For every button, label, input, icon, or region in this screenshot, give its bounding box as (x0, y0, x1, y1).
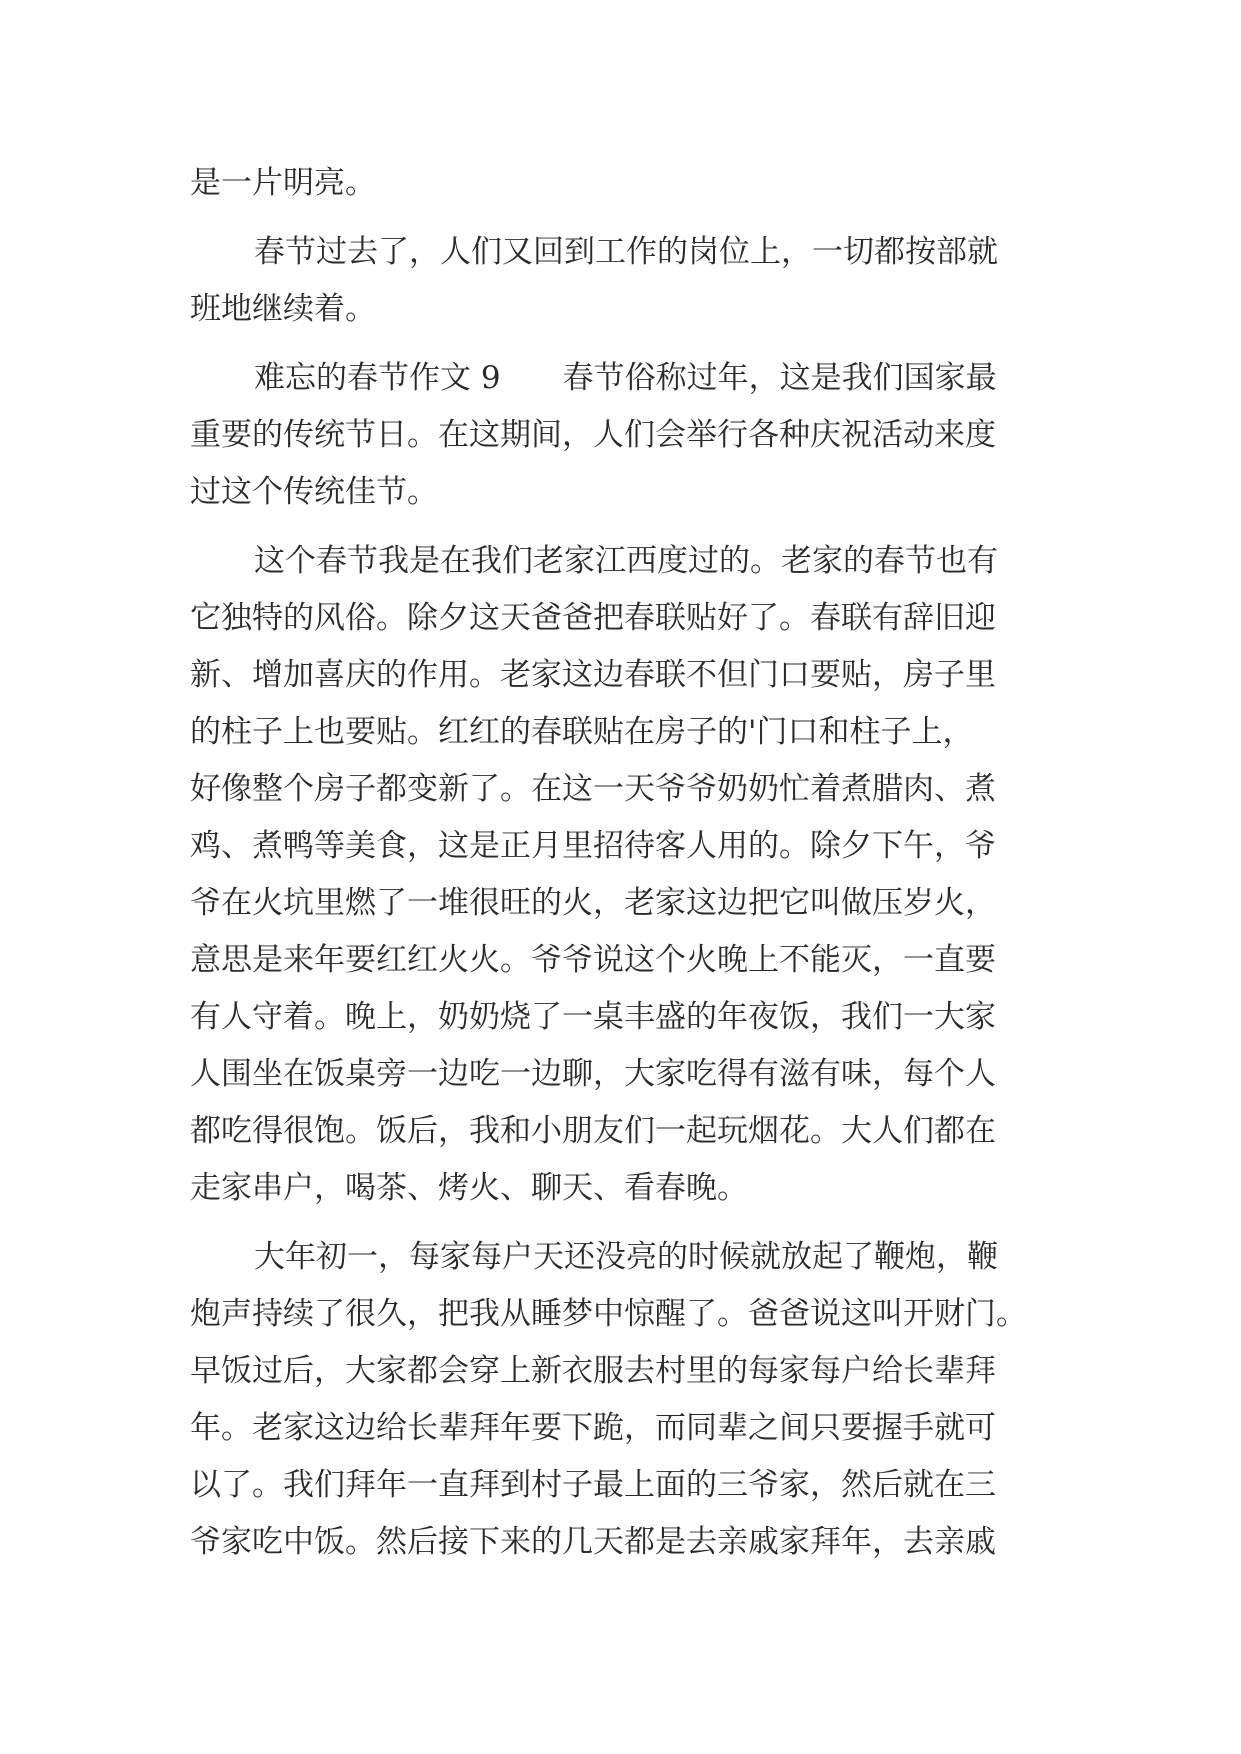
text-line: 它独特的风俗。除夕这天爸爸把春联贴好了。春联有辞旧迎 (190, 600, 996, 636)
text-line: 的柱子上也要贴。红红的春联贴在房子的'门口和柱子上， (190, 714, 974, 750)
text-line: 这个春节我是在我们老家江西度过的。老家的春节也有 (254, 543, 998, 579)
text-line: 有人守着。晚上，奶奶烧了一桌丰盛的年夜饭，我们一大家 (190, 999, 996, 1035)
text-line: 新、增加喜庆的作用。老家这边春联不但门口要贴，房子里 (190, 657, 996, 693)
document-body (190, 155, 1050, 1571)
text-line: 班地继续着。 (190, 291, 376, 327)
paragraph-2 (190, 224, 1050, 338)
text-line: 过这个传统佳节。 (190, 474, 438, 510)
text-line: 都吃得很饱。饭后，我和小朋友们一起玩烟花。大人们都在 (190, 1113, 996, 1149)
text-line: 年。老家这边给长辈拜年要下跪，而同辈之间只要握手就可 (190, 1410, 996, 1446)
essay-heading: 难忘的春节作文 9 (254, 360, 501, 396)
text-line: 大年初一，每家每户天还没亮的时候就放起了鞭炮，鞭 (254, 1239, 998, 1275)
text-line: 炮声持续了很久，把我从睡梦中惊醒了。爸爸说这叫开财门。 (190, 1296, 1027, 1332)
text-line: 走家串户，喝茶、烤火、聊天、看春晚。 (190, 1170, 748, 1206)
text-segment: 春节俗称过年，这是我们国家最 (562, 360, 997, 396)
text-line: 爷家吃中饭。然后接下来的几天都是去亲戚家拜年，去亲戚 (190, 1524, 996, 1560)
text-line: 好像整个房子都变新了。在这一天爷爷奶奶忙着煮腊肉、煮 (190, 771, 996, 807)
text-line (190, 350, 1050, 407)
text-line: 是一片明亮。 (190, 165, 376, 201)
text-line: 以了。我们拜年一直拜到村子最上面的三爷家，然后就在三 (190, 1467, 996, 1503)
text-line: 早饭过后，大家都会穿上新衣服去村里的每家每户给长辈拜 (190, 1353, 996, 1389)
text-line: 爷在火坑里燃了一堆很旺的火，老家这边把它叫做压岁火， (190, 885, 996, 921)
text-line: 人围坐在饭桌旁一边吃一边聊，大家吃得有滋有味，每个人 (190, 1056, 996, 1092)
paragraph-4 (190, 533, 1050, 1217)
paragraph-5 (190, 1229, 1050, 1571)
paragraph-1 (190, 155, 1050, 212)
paragraph-3 (190, 350, 1050, 521)
text-line: 春节过去了，人们又回到工作的岗位上，一切都按部就 (254, 234, 998, 270)
text-line: 重要的传统节日。在这期间，人们会举行各种庆祝活动来度 (190, 417, 996, 453)
text-line: 意思是来年要红红火火。爷爷说这个火晚上不能灭，一直要 (190, 942, 996, 978)
text-line: 鸡、煮鸭等美食，这是正月里招待客人用的。除夕下午，爷 (190, 828, 996, 864)
